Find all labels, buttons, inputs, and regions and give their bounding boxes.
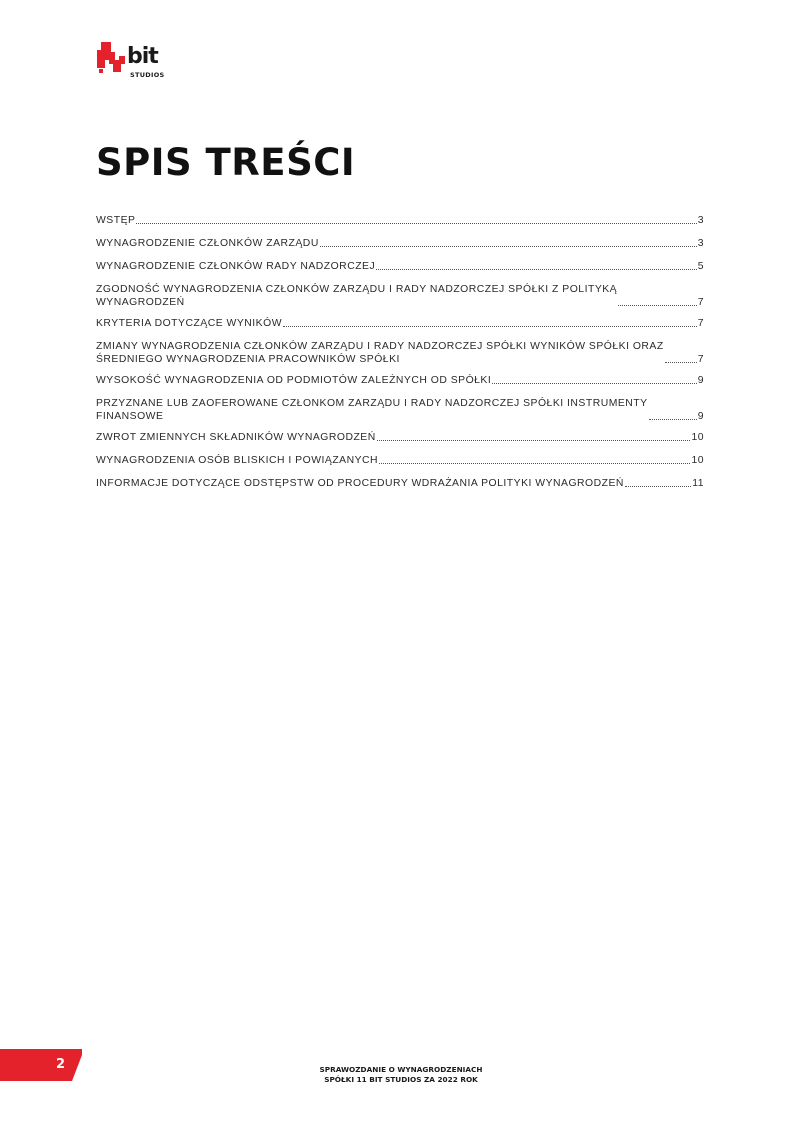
toc-leader-dots — [376, 268, 697, 270]
toc-leader-dots — [136, 222, 696, 224]
toc-leader-dots — [377, 439, 691, 441]
toc-entry-odstepstwa[interactable] — [96, 477, 704, 490]
toc-entry-wysokosc[interactable] — [96, 374, 704, 387]
toc-entry-kryteria[interactable] — [96, 317, 704, 330]
toc-entry-title: WSTĘP — [96, 215, 136, 226]
toc-leader-dots — [283, 325, 697, 327]
company-logo — [97, 42, 177, 84]
toc-entry-page: 9 — [697, 375, 704, 386]
toc-entry-title: WYSOKOŚĆ WYNAGRODZENIA OD PODMIOTÓW ZALEŻNYCH OD SPÓŁKI — [96, 375, 492, 386]
footer-line1: SPRAWOZDANIE O WYNAGRODZENIACH — [319, 1065, 483, 1074]
page-number-badge — [0, 1049, 82, 1081]
toc-entry-title-line2: WYNAGRODZEŃ — [96, 297, 185, 308]
toc-leader-dots — [625, 485, 691, 487]
toc-entry-title: INFORMACJE DOTYCZĄCE ODSTĘPSTW OD PROCEDURY WDRAŻANIA POLITYKI WYNAGRODZEŃ — [96, 478, 624, 489]
toc-entry-wynagrodzenie-rady[interactable] — [96, 260, 704, 273]
logo-subtext: STUDIOS — [130, 71, 165, 79]
toc-leader-dots — [379, 462, 690, 464]
toc-entry-title — [96, 397, 648, 423]
toc-entry-title: WYNAGRODZENIE CZŁONKÓW RADY NADZORCZEJ — [96, 261, 376, 272]
toc-entry-title: WYNAGRODZENIA OSÓB BLISKICH I POWIĄZANYCH — [96, 455, 379, 466]
toc-entry-page: 3 — [697, 215, 704, 226]
toc-entry-zgodnosc[interactable] — [96, 283, 704, 309]
toc-entry-zwrot[interactable] — [96, 431, 704, 444]
footer-line2: SPÓŁKI 11 BIT STUDIOS ZA 2022 ROK — [324, 1075, 478, 1084]
toc-entry-title: WYNAGRODZENIE CZŁONKÓW ZARZĄDU — [96, 238, 319, 249]
toc-leader-dots — [618, 304, 697, 306]
toc-entry-title: KRYTERIA DOTYCZĄCE WYNIKÓW — [96, 318, 283, 329]
toc-entry-osoby-bliskie[interactable] — [96, 454, 704, 467]
11-bit-studios-logo-icon — [97, 42, 127, 74]
page-number: 2 — [56, 1057, 66, 1072]
toc-entry-page: 10 — [691, 432, 704, 443]
toc-entry-page: 11 — [692, 478, 704, 489]
toc-entry-page: 7 — [697, 297, 704, 308]
toc-entry-title-line1: PRZYZNANE LUB ZAOFEROWANE CZŁONKOM ZARZĄDU I RADY NADZORCZEJ SPÓŁKI INSTRUMENTY — [96, 398, 648, 409]
toc-entry-title-line1: ZGODNOŚĆ WYNAGRODZENIA CZŁONKÓW ZARZĄDU I RADY NADZORCZEJ SPÓŁKI Z POLITYKĄ — [96, 284, 618, 295]
toc-entry-wstep[interactable] — [96, 214, 704, 227]
toc-leader-dots — [649, 418, 697, 420]
page-title: SPIS TREŚCI — [96, 141, 356, 184]
toc-entry-title-line2: ŚREDNIEGO WYNAGRODZENIA PRACOWNIKÓW SPÓŁKI — [96, 354, 400, 365]
logo-wordmark: bit — [127, 44, 158, 69]
toc-entry-page: 7 — [697, 318, 704, 329]
toc-entry-page: 7 — [697, 354, 704, 365]
footer-document-title — [250, 1065, 552, 1085]
toc-entry-page: 3 — [697, 238, 704, 249]
toc-leader-dots — [320, 245, 697, 247]
toc-entry-page: 10 — [691, 455, 704, 466]
toc-entry-page: 5 — [697, 261, 704, 272]
toc-entry-title: ZWROT ZMIENNYCH SKŁADNIKÓW WYNAGRODZEŃ — [96, 432, 376, 443]
toc-entry-page: 9 — [697, 411, 704, 422]
toc-entry-title-line2: FINANSOWE — [96, 411, 164, 422]
toc-entry-zmiany[interactable] — [96, 340, 704, 366]
toc-entry-wynagrodzenie-zarzadu[interactable] — [96, 237, 704, 250]
toc-leader-dots — [665, 361, 697, 363]
table-of-contents — [96, 214, 704, 500]
toc-entry-title — [96, 340, 664, 366]
toc-entry-title — [96, 283, 617, 309]
toc-entry-instrumenty[interactable] — [96, 397, 704, 423]
toc-entry-title-line1: ZMIANY WYNAGRODZENIA CZŁONKÓW ZARZĄDU I RADY NADZORCZEJ SPÓŁKI WYNIKÓW SPÓŁKI ORAZ — [96, 341, 664, 352]
toc-leader-dots — [492, 382, 696, 384]
